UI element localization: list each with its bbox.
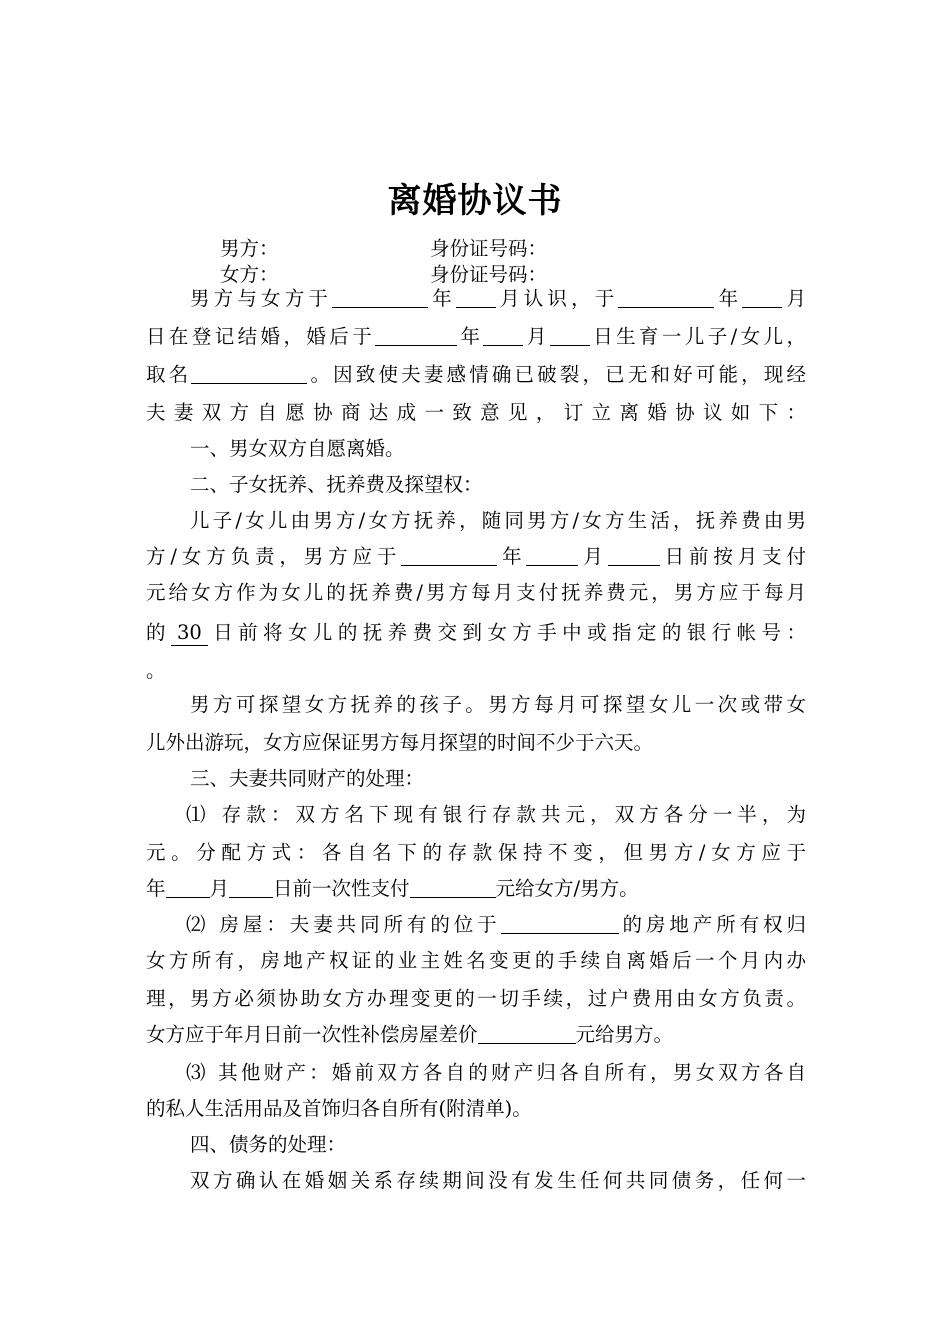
- month-blank: [483, 323, 523, 346]
- section-heading-2: 二、子女抚养、抚养费及探望权：: [190, 473, 483, 496]
- paragraph-line: 男方可探望女方抚养的孩子。男方每月可探望女儿一次或带女: [190, 693, 806, 716]
- paragraph-line: 理，男方必须协助女方办理变更的一切手续，过户费用由女方负责。: [146, 987, 806, 1010]
- paragraph-line: 儿外出游玩，女方应保证男方每月探望的时间不少于六天。: [146, 731, 654, 754]
- paragraph-line: 的私人生活用品及首饰归各自所有(附清单)。: [146, 1097, 532, 1120]
- section-heading-3: 三、夫妻共同财产的处理：: [190, 767, 425, 790]
- payment-day-value: 30: [171, 621, 208, 646]
- paragraph-line: ⑵ 房屋：夫妻共同所有的位于 的房地产所有权归: [186, 913, 806, 936]
- month-blank: [166, 875, 210, 898]
- year-blank: [332, 285, 428, 308]
- paragraph-line: 日在登记结婚，婚后于 年 月 日生育一儿子/女儿，: [146, 325, 806, 348]
- paragraph-line: 女方应于年月日前一次性补偿房屋差价 元给男方。: [146, 1023, 674, 1046]
- paragraph-line: 儿子/女儿由男方/女方抚养，随同男方/女方生活，抚养费由男: [190, 509, 806, 532]
- amount-blank: [410, 875, 496, 898]
- year-blank: [375, 323, 457, 346]
- paragraph-line: 方/女方负责，男方应于 年 月 日前按月支付: [146, 545, 806, 568]
- paragraph-line: ⑴ 存款：双方名下现有银行存款共元，双方各分一半，为: [186, 803, 806, 826]
- paragraph-line: 年 月 日前一次性支付 元给女方/男方。: [146, 877, 639, 900]
- paragraph-line: 女方所有，房地产权证的业主姓名变更的手续自离婚后一个月内办: [146, 949, 806, 972]
- month-blank: [526, 543, 578, 566]
- name-blank: [191, 361, 307, 384]
- address-blank: [501, 911, 619, 934]
- month-blank: [742, 285, 782, 308]
- day-blank: [229, 875, 273, 898]
- man-label: 男方：: [220, 237, 279, 260]
- paragraph-line: 。: [146, 659, 166, 682]
- paragraph-line: 元给女方作为女儿的抚养费/男方每月支付抚养费元，男方应于每月: [146, 581, 806, 604]
- paragraph-line: ⑶ 其他财产：婚前双方各自的财产归各自所有，男女双方各自: [186, 1061, 806, 1084]
- woman-id-label: 身份证号码：: [430, 263, 548, 286]
- day-blank: [550, 323, 590, 346]
- paragraph-line: 夫妻双方自愿协商达成一致意见，订立离婚协议如下：: [146, 401, 806, 424]
- day-blank: [608, 543, 660, 566]
- paragraph-line: 元。分配方式：各自名下的存款保持不变，但男方/女方应于: [146, 841, 806, 864]
- paragraph-line: 取名 。因致使夫妻感情确已破裂，已无和好可能，现经: [146, 363, 806, 386]
- document-title: 离婚协议书: [387, 181, 563, 221]
- year-blank: [401, 543, 497, 566]
- paragraph-line: 的 30 日前将女儿的抚养费交到女方手中或指定的银行帐号：: [146, 621, 806, 644]
- woman-label: 女方：: [220, 263, 279, 286]
- amount-blank: [478, 1021, 576, 1044]
- paragraph-line: 男方与女方于 年 月认识，于 年 月: [190, 287, 806, 310]
- month-blank: [456, 285, 496, 308]
- section-heading-4: 四、债务的处理：: [190, 1133, 347, 1156]
- year-blank: [618, 285, 714, 308]
- paragraph-line: 双方确认在婚姻关系存续期间没有发生任何共同债务，任何一: [190, 1169, 806, 1192]
- section-heading-1: 一、男女双方自愿离婚。: [190, 437, 405, 460]
- man-id-label: 身份证号码：: [430, 237, 548, 260]
